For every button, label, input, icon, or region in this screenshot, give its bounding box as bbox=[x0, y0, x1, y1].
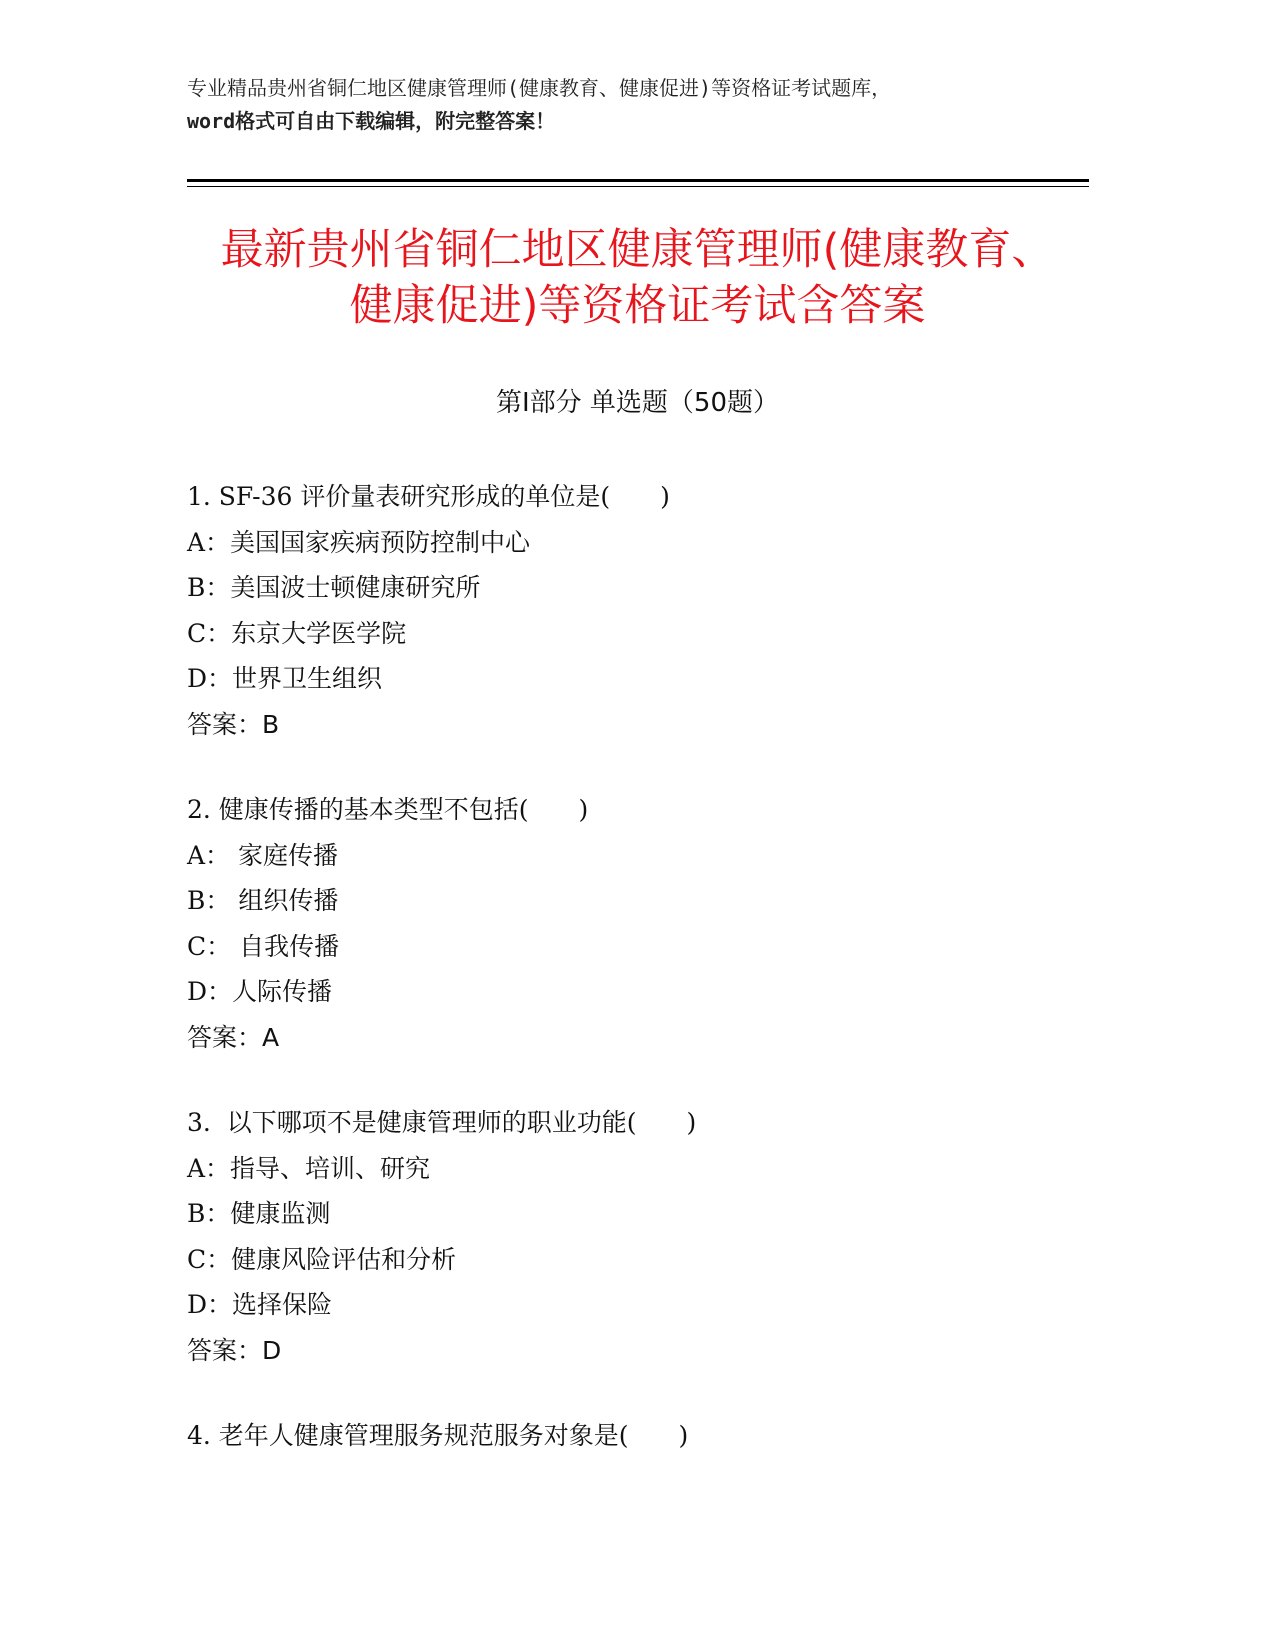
answer-line: 答案：D bbox=[187, 1335, 282, 1365]
option-a: A： 家庭传播 bbox=[187, 840, 339, 870]
option-d: D：选择保险 bbox=[187, 1290, 333, 1319]
option-d: D：人际传播 bbox=[187, 977, 333, 1006]
header-rule-thick bbox=[187, 179, 1089, 182]
question-stem: 1. SF-36 评价量表研究形成的单位是( ) bbox=[187, 482, 670, 511]
option-b: B：健康监测 bbox=[187, 1199, 331, 1228]
header-note bbox=[187, 72, 1087, 138]
question-3 bbox=[187, 1100, 1087, 1373]
question-stem: 2. 健康传播的基本类型不包括( ) bbox=[187, 795, 589, 824]
question-2 bbox=[187, 787, 1087, 1060]
document-title-line-2: 健康促进)等资格证考试含答案 bbox=[349, 281, 926, 331]
section-title: 第Ⅰ部分 单选题（50题） bbox=[495, 388, 780, 418]
option-b: B：美国波士顿健康研究所 bbox=[187, 573, 481, 602]
document-title bbox=[150, 222, 1125, 334]
answer-line: 答案：B bbox=[187, 709, 280, 739]
option-d: D：世界卫生组织 bbox=[187, 664, 383, 693]
answer-line: 答案：A bbox=[187, 1022, 280, 1052]
option-a: A：指导、培训、研究 bbox=[187, 1153, 431, 1183]
option-c: C：健康风险评估和分析 bbox=[187, 1244, 457, 1274]
option-b: B： 组织传播 bbox=[187, 886, 339, 915]
header-note-line-1: 专业精品贵州省铜仁地区健康管理师(健康教育、健康促进)等资格证考试题库， bbox=[187, 76, 892, 100]
option-a: A：美国国家疾病预防控制中心 bbox=[187, 527, 531, 557]
option-c: C：东京大学医学院 bbox=[187, 618, 407, 648]
question-stem: 4. 老年人健康管理服务规范服务对象是( ) bbox=[187, 1421, 689, 1450]
question-list bbox=[187, 474, 1087, 1499]
question-1 bbox=[187, 474, 1087, 747]
document-title-line-1: 最新贵州省铜仁地区健康管理师(健康教育、 bbox=[220, 225, 1055, 275]
header-note-line-2: word格式可自由下载编辑，附完整答案！ bbox=[187, 109, 556, 133]
question-4 bbox=[187, 1413, 1087, 1459]
header-rule-thin bbox=[187, 186, 1089, 187]
option-c: C： 自我传播 bbox=[187, 931, 340, 961]
question-stem: 3. 以下哪项不是健康管理师的职业功能( ) bbox=[187, 1108, 697, 1137]
